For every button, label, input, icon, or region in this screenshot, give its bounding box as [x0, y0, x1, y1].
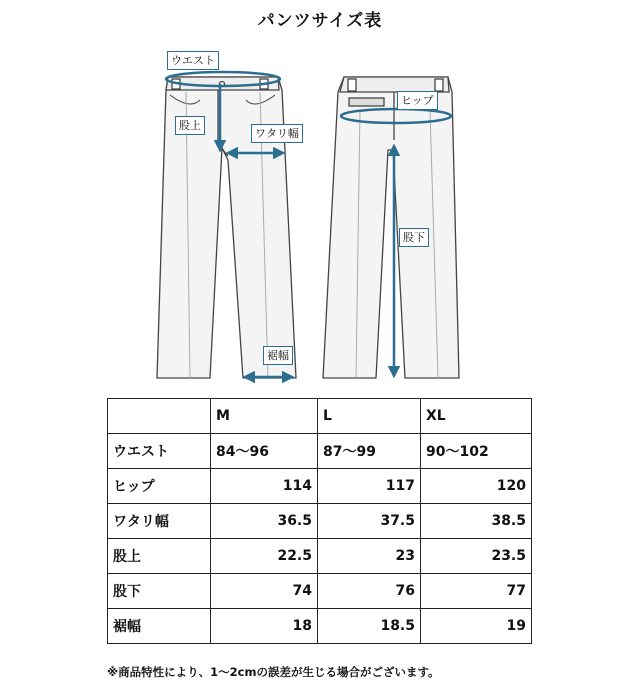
table-cell: 37.5 — [318, 504, 421, 539]
row-label: ヒップ — [108, 469, 211, 504]
header-cell: XL — [421, 399, 532, 434]
table-cell: 84〜96 — [211, 434, 318, 469]
table-cell: 114 — [211, 469, 318, 504]
table-cell: 23 — [318, 539, 421, 574]
row-label: 裾幅 — [108, 609, 211, 644]
table-row — [108, 574, 532, 609]
row-label: 股上 — [108, 539, 211, 574]
table-header-row — [108, 399, 532, 434]
table-cell: 36.5 — [211, 504, 318, 539]
row-label: ウエスト — [108, 434, 211, 469]
table-cell: 38.5 — [421, 504, 532, 539]
table-cell: 77 — [421, 574, 532, 609]
thigh-label: ワタリ幅 — [251, 124, 303, 143]
table-cell: 87〜99 — [318, 434, 421, 469]
header-cell — [108, 399, 211, 434]
size-table — [107, 398, 532, 644]
table-row — [108, 504, 532, 539]
table-row — [108, 469, 532, 504]
hip-label: ヒップ — [397, 91, 438, 110]
table-row — [108, 539, 532, 574]
table-cell: 18.5 — [318, 609, 421, 644]
waist-label: ウエスト — [167, 51, 219, 70]
table-cell: 117 — [318, 469, 421, 504]
hem-label: 裾幅 — [263, 346, 293, 365]
table-cell: 120 — [421, 469, 532, 504]
header-cell: M — [211, 399, 318, 434]
disclaimer-note: ※商品特性により、1〜2cmの誤差が生じる場合がございます。 — [107, 665, 440, 679]
table-cell: 74 — [211, 574, 318, 609]
rise-label: 股上 — [175, 116, 205, 135]
row-label: ワタリ幅 — [108, 504, 211, 539]
table-cell: 18 — [211, 609, 318, 644]
table-cell: 23.5 — [421, 539, 532, 574]
row-label: 股下 — [108, 574, 211, 609]
inseam-label: 股下 — [399, 228, 429, 247]
table-cell: 90〜102 — [421, 434, 532, 469]
header-cell: L — [318, 399, 421, 434]
table-cell: 76 — [318, 574, 421, 609]
page-title: パンツサイズ表 — [257, 11, 383, 31]
table-cell: 22.5 — [211, 539, 318, 574]
table-row — [108, 609, 532, 644]
table-cell: 19 — [421, 609, 532, 644]
table-row — [108, 434, 532, 469]
